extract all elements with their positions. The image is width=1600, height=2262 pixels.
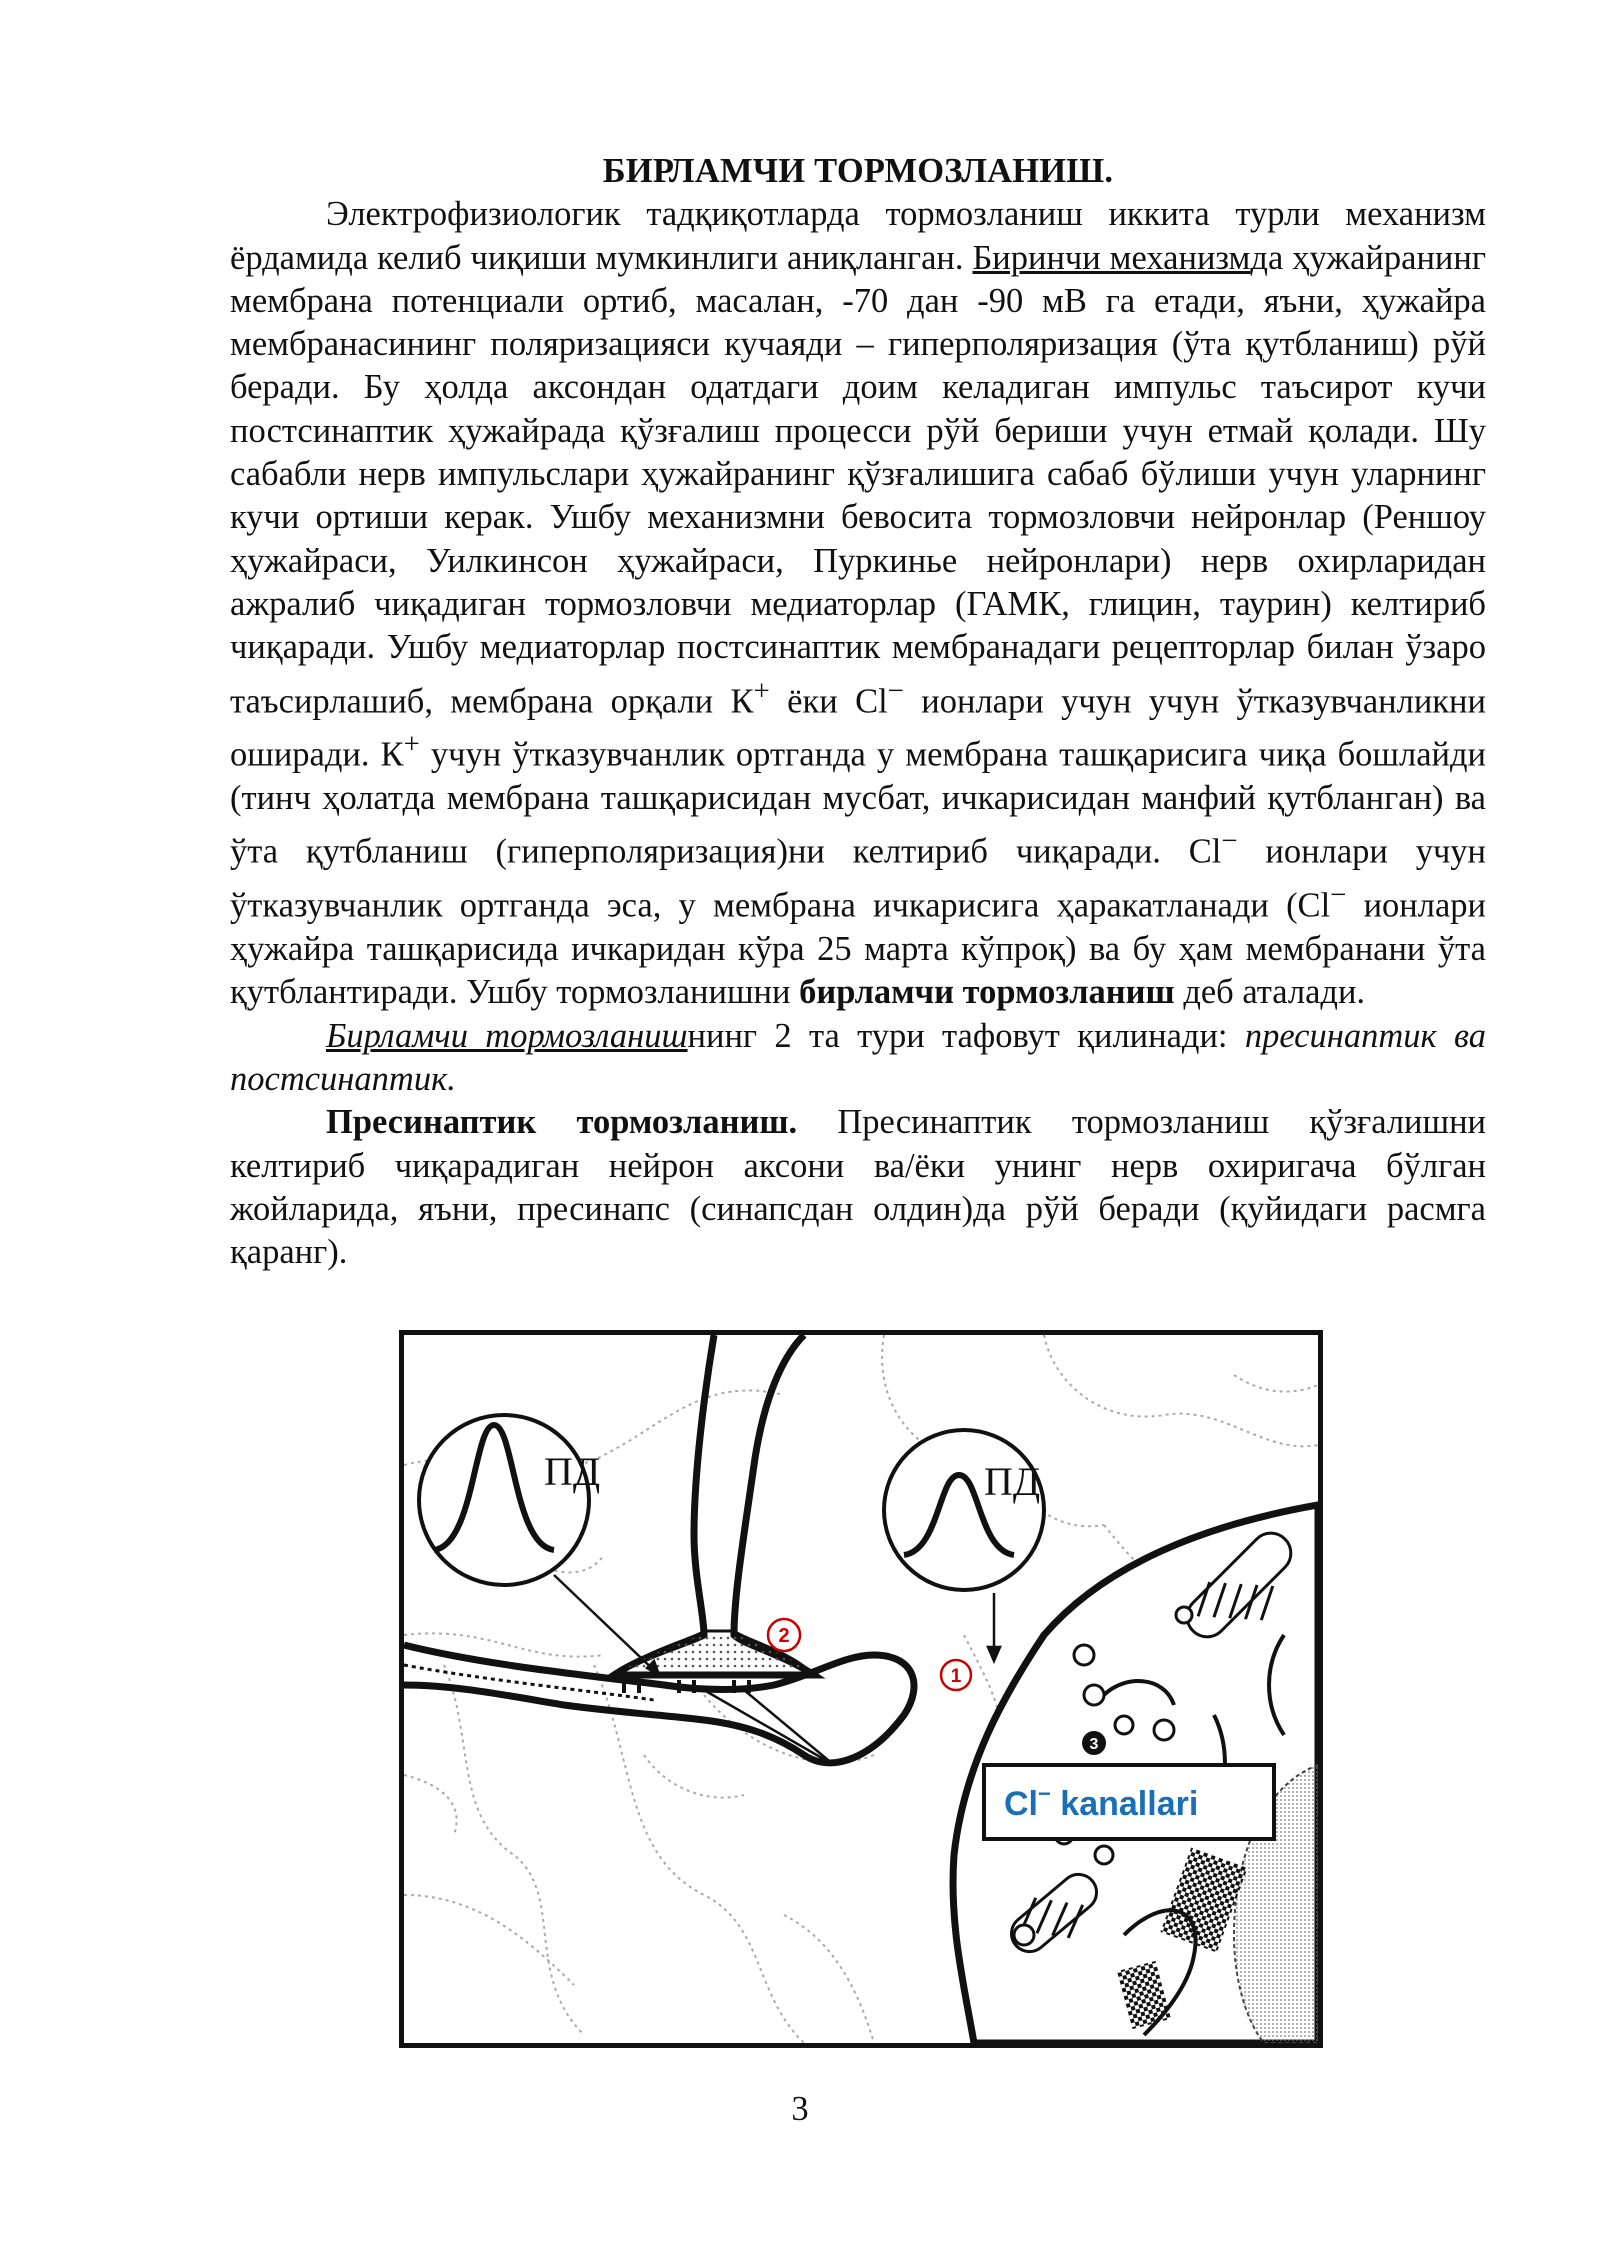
marker-3-label: 3 [1089, 1736, 1099, 1753]
marker-1-label: 1 [950, 1666, 962, 1687]
text-run: Пресинаптик тормозланиш қўзғалишни келтириб чиқарадиган нейрон аксони ва/ёки унинг нерв охиригача бўлган жойларида, яъни, пресинапс (синапсдан олдин)да рўй беради (қуйидаги расмга қаранг). [230, 1103, 1486, 1272]
superscript: + [403, 728, 420, 761]
kanallari-text: kanallari [1050, 1785, 1199, 1823]
pd-bubble-left [419, 1415, 600, 1585]
marker-1 [941, 1660, 971, 1690]
text-run: Электрофизиологик тадқиқотларда тормозланиш иккита турли механизм ёрдамида келиб чиқиши мумкинлиги аниқланган. [230, 195, 1486, 277]
text-run: да ҳужайранинг мембрана потенциали ортиб, масалан, -70 дан -90 мВ га етади, яъни, ҳужайра мембранасининг поляризацияси кучаяди – гиперполяризация (ўта қутбланиш) рўй беради. Бу ҳолда аксондан одатдаги доим келадиган импульс таъсирот кучи постсинаптик ҳужайрада қўзғалиш процесси рўй бериши учун етмай қолади. Шу сабабли нерв импульслари ҳужайранинг қўзғалишига сабаб бўлиши учун уларнинг кучи ортиши керак. Ушбу механизмни бевосита тормозловчи нейронлар (Реншоу ҳужайраси, Уилкинсон ҳужайраси, Пуркинье нейронлари) нерв охирларидан ажралиб чиқадиган тормозловчи медиаторлар (ГАМК, глицин, таурин) келтириб чиқаради. Ушбу медиаторлар постсинаптик мембранадаги рецепторлар билан ўзаро таъсирлашиб, мембрана орқали К [230, 238, 1486, 721]
superscript: − [1330, 879, 1347, 912]
underlined-term: Биринчи механизм [972, 238, 1251, 277]
cl-channels-label [984, 1765, 1274, 1839]
paragraph-3 [230, 1101, 1486, 1274]
cl-superscript: − [1038, 1781, 1051, 1806]
presynaptic-inhibition-figure [399, 1330, 1323, 2048]
pd-bubble-right [884, 1430, 1044, 1590]
marker-2-label: 2 [778, 1625, 790, 1647]
paragraph-1 [230, 193, 1486, 1014]
text-run: учун ўтказувчанлик ортганда у мембрана ташқарисига чиқа бошлайди (тинч ҳолатда мембрана ташқарисидан мусбат, ичкарисидан манфий қутбланган) ва ўта қутбланиш (гиперполяризация)ни келтириб чиқаради. Cl [230, 735, 1486, 871]
document-page [230, 150, 1486, 1274]
pd-label-right: ПД [984, 1459, 1041, 1504]
pd-label-left: ПД [544, 1449, 601, 1494]
synapse-diagram [404, 1335, 1318, 2043]
paragraph-2 [230, 1015, 1486, 1102]
bold-term: бирламчи тормозланиш [799, 973, 1175, 1012]
superscript: − [1221, 825, 1238, 858]
superscript: + [753, 674, 770, 707]
text-run: ионлари учун ўтказувчанлик ортганда эса, у мембрана ичкарисига ҳаракатланади (Cl [230, 832, 1487, 925]
text-run: ионлари ҳужайра ташқарисида ичкаридан кўра 25 марта кўпроқ) ва бу ҳам мембранани ўта қутблантиради. Ушбу тормозланишни [230, 886, 1486, 1012]
text-run: ёки Cl [769, 682, 888, 721]
marker-2 [768, 1619, 800, 1651]
cl-channels-text [1004, 1781, 1198, 1823]
page-number: 3 [791, 2090, 809, 2128]
text-run: ионлари учун учун ўтказувчанликни оширади. К [230, 682, 1486, 774]
section-heading: Пресинаптик тормозланиш. [326, 1103, 798, 1142]
underlined-italic-term: Бирламчи тормозланиш [326, 1016, 688, 1055]
text-run: деб аталади. [1174, 973, 1366, 1012]
cl-text: Cl [1004, 1785, 1038, 1823]
text-run: нинг 2 та тури тафовут қилинади: [687, 1016, 1245, 1055]
page-title: БИРЛАМЧИ ТОРМОЗЛАНИШ. [602, 152, 1114, 190]
italic-terms: пресинаптик ва постсинаптик. [230, 1016, 1486, 1098]
superscript: − [887, 674, 904, 707]
